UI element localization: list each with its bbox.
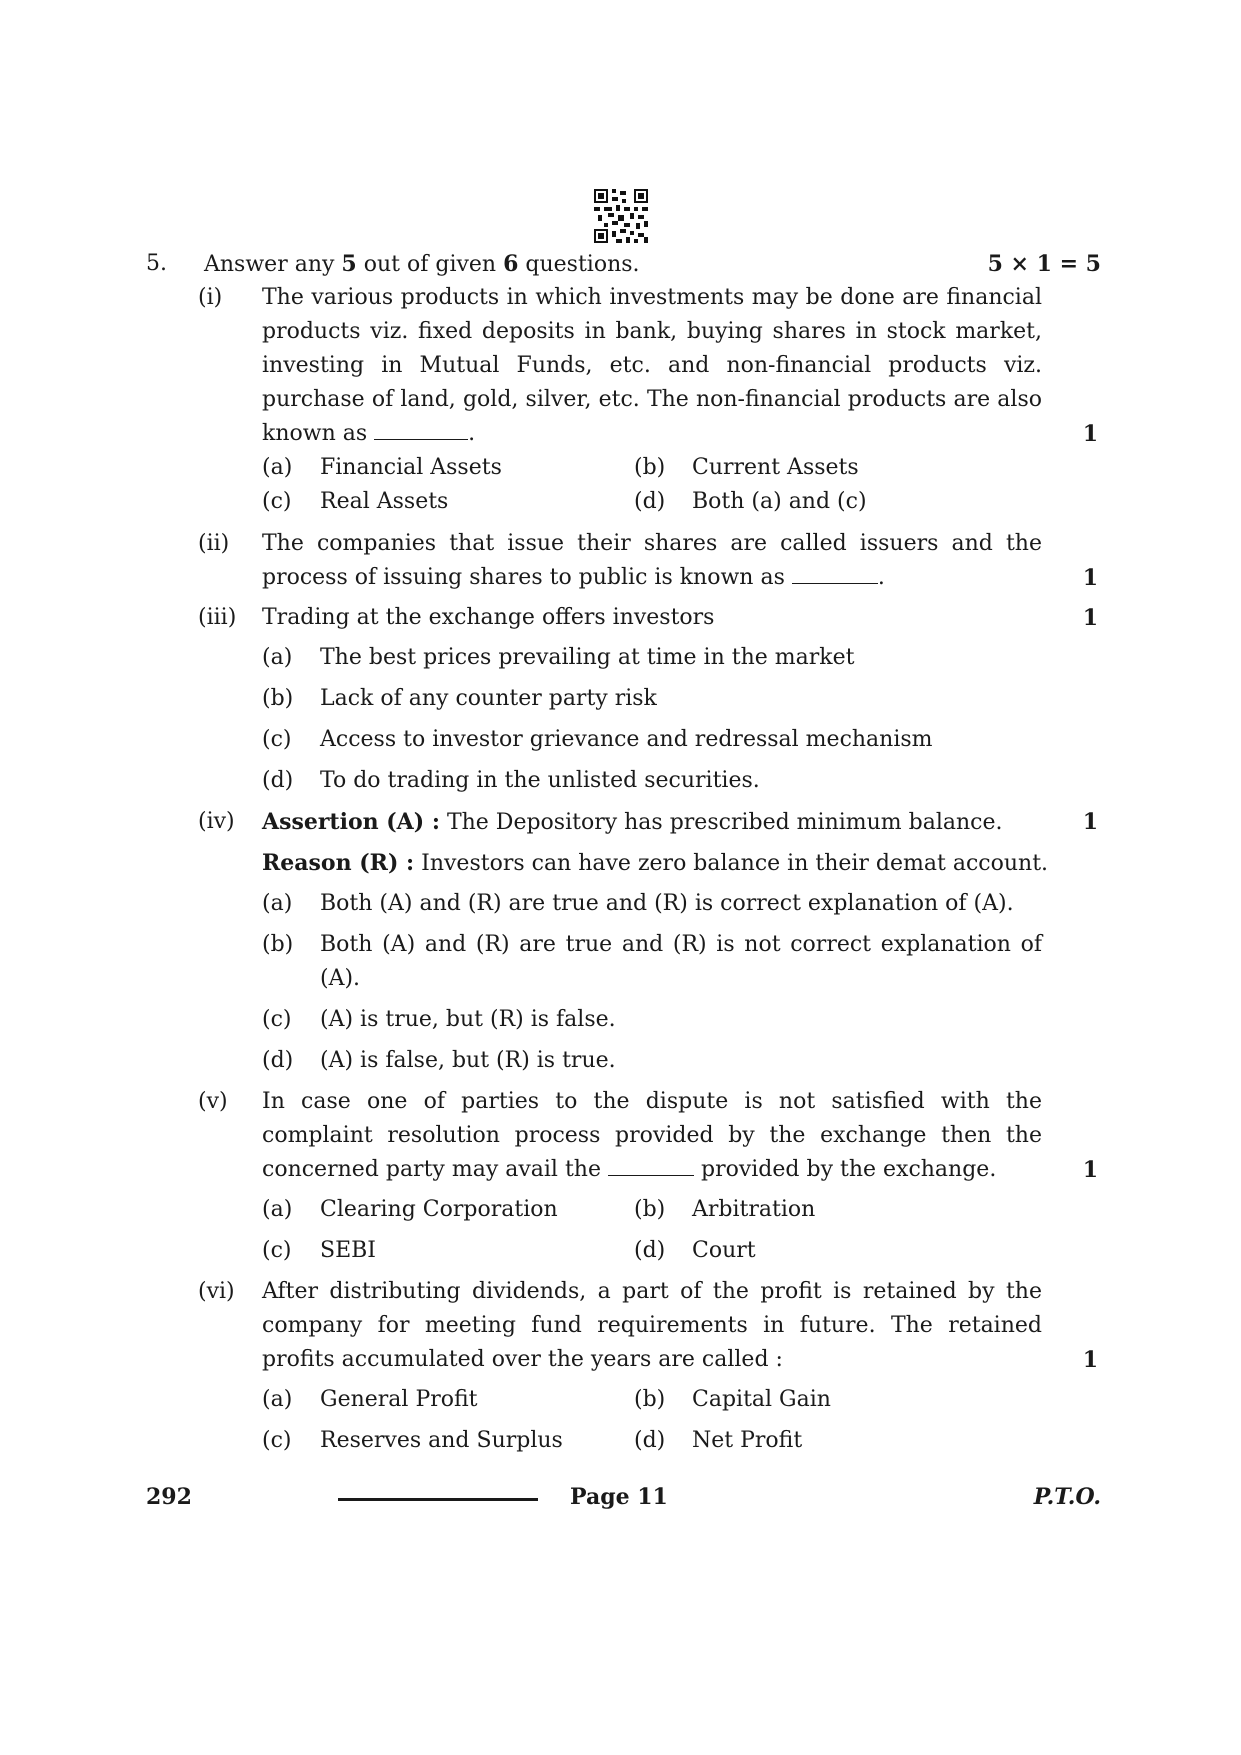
option-b: (b) Lack of any counter party risk bbox=[262, 686, 657, 711]
marks-value: 1 bbox=[1082, 421, 1098, 447]
option-d: (d) To do trading in the unlisted securities. bbox=[262, 768, 760, 793]
option-b: (b) Current Assets bbox=[634, 455, 859, 480]
option-c: (c) Real Assets bbox=[262, 489, 449, 514]
option-a: (a) Both (A) and (R) are true and (R) is correct explanation of (A). bbox=[262, 891, 1014, 916]
qr-code bbox=[594, 189, 648, 243]
question-number: 5. bbox=[146, 251, 167, 276]
option-c: (c) Access to investor grievance and redressal mechanism bbox=[262, 727, 933, 752]
option-d: (d) Both (a) and (c) bbox=[634, 489, 867, 514]
option-c: (c) (A) is true, but (R) is false. bbox=[262, 1007, 616, 1032]
option-d: (d) Court bbox=[634, 1238, 756, 1263]
paper-code: 292 bbox=[146, 1484, 192, 1510]
sub-number: (v) bbox=[198, 1089, 228, 1114]
sub-text: The companies that issue their shares are called issuers and the process of issuing shares to public is known as . bbox=[262, 531, 1042, 590]
option-a: (a) Financial Assets bbox=[262, 455, 502, 480]
option-c: (c) SEBI bbox=[262, 1238, 376, 1263]
option-c: (c) Reserves and Surplus bbox=[262, 1428, 563, 1453]
pto-label: P.T.O. bbox=[1033, 1484, 1101, 1510]
option-a: (a) The best prices prevailing at time in the market bbox=[262, 645, 855, 670]
option-d: (d) (A) is false, but (R) is true. bbox=[262, 1048, 616, 1073]
question-marks: 5 × 1 = 5 bbox=[987, 251, 1101, 277]
option-a: (a) General Profit bbox=[262, 1387, 478, 1412]
sub-number: (ii) bbox=[198, 531, 230, 556]
marks-value: 1 bbox=[1082, 1347, 1098, 1373]
sub-number: (iii) bbox=[198, 605, 237, 630]
page-number: Page 11 bbox=[570, 1484, 668, 1510]
marks-value: 1 bbox=[1082, 565, 1098, 591]
question-instruction: Answer any 5 out of given 6 questions. bbox=[204, 251, 640, 277]
assertion: Assertion (A) : The Depository has prescribed minimum balance. bbox=[262, 809, 1003, 835]
sub-text: The various products in which investments may be done are financial products viz. fixed deposits in bank, buying shares in stock market, investing in Mutual Funds, etc. and non-financial products viz. purchase of land, gold, silver, etc. The non-financial products are also known as . bbox=[262, 285, 1042, 446]
marks-value: 1 bbox=[1082, 809, 1098, 835]
reason: Reason (R) : Investors can have zero balance in their demat account. bbox=[262, 850, 1049, 876]
sub-number: (iv) bbox=[198, 809, 235, 834]
footer-divider bbox=[338, 1498, 538, 1501]
option-a: (a) Clearing Corporation bbox=[262, 1197, 558, 1222]
option-b: (b) Arbitration bbox=[634, 1197, 816, 1222]
option-d: (d) Net Profit bbox=[634, 1428, 803, 1453]
sub-text: Trading at the exchange offers investors bbox=[262, 605, 715, 630]
option-b: (b) Both (A) and (R) are true and (R) is not correct explanation of (A). bbox=[262, 932, 1042, 991]
sub-number: (i) bbox=[198, 285, 223, 310]
option-b: (b) Capital Gain bbox=[634, 1387, 831, 1412]
marks-value: 1 bbox=[1082, 605, 1098, 631]
sub-text: After distributing dividends, a part of the profit is retained by the company for meeting fund requirements in future. The retained profits accumulated over the years are called : bbox=[262, 1279, 1042, 1372]
sub-number: (vi) bbox=[198, 1279, 235, 1304]
sub-text: In case one of parties to the dispute is not satisfied with the complaint resolution process provided by the exchange then the concerned party may avail the provided by the exchange. bbox=[262, 1089, 1042, 1182]
marks-value: 1 bbox=[1082, 1157, 1098, 1183]
